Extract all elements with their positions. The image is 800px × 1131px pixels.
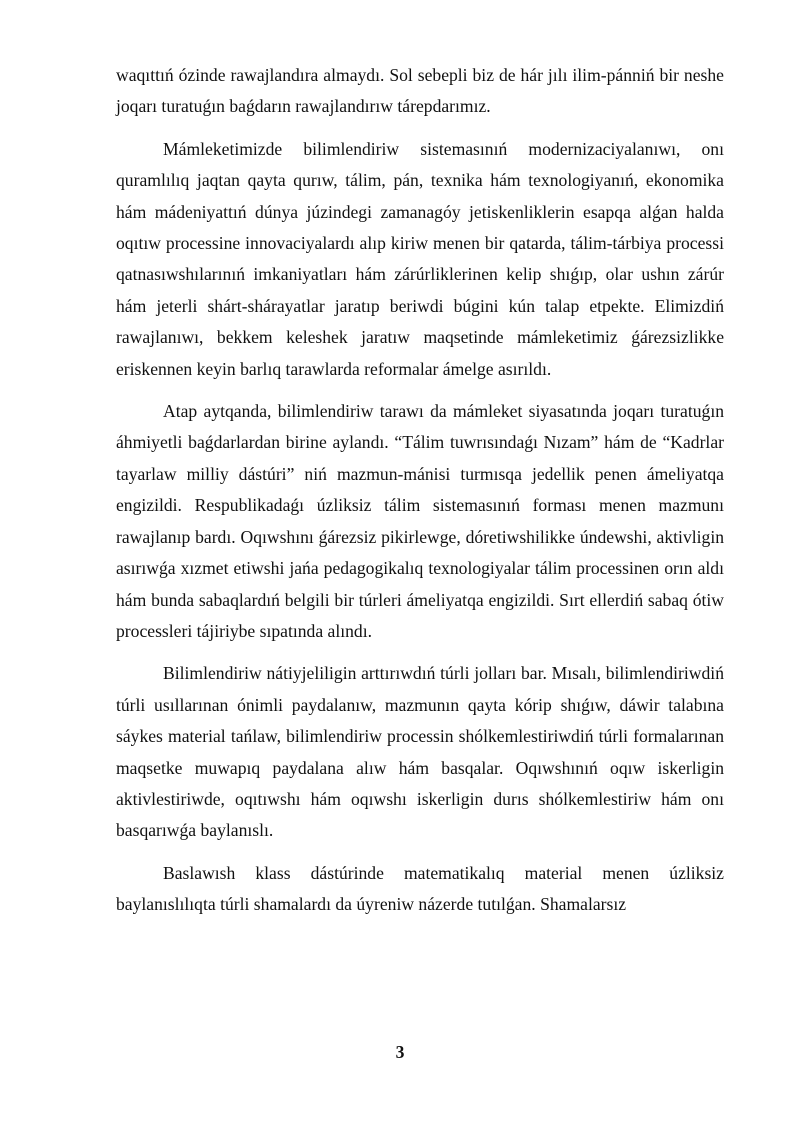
document-page (116, 60, 724, 921)
paragraph-education-effectiveness: Bilimlendiriw nátiyjeliligin arttırıwdıń túrli jolları bar. Mısalı, bilimlendiriwdiń túrli usıllarınan ónimli paydalanıw, mazmunın qayta kórip shıǵıw, dáwir talabına sáykes material tańlaw, bilimlendiriw processin shólkemlestiriwdiń túrli formalarınan maqsetke muwapıq paydalana alıw hám basqalar. Oqıwshınıń oqıw iskerligin aktivlestiriwde, oqıtıwshı hám oqıwshı iskerligin durıs shólkemlestiriw hám onı basqarıwǵa baylanıslı. (116, 663, 724, 841)
paragraph-primary-math: Baslawısh klass dástúrinde matematikalıq material menen úzliksiz baylanıslılıqta túrli shamalardı da úyreniw názerde tutılǵan. Shamalarsız (116, 862, 724, 915)
paragraph-education-policy: Atap aytqanda, bilimlendiriw tarawı da mámleket siyasatında joqarı turatuǵın áhmiyetli baǵdarlardan birine aylandı. “Tálim tuwrısındaǵı Nızam” hám de “Kadrlar tayarlaw milliy dástúri” niń mazmun-mánisi turmısqa jedellik penen ámeliyatqa engizildi. Respublikadaǵı úzliksiz tálim sistemasınıń forması menen mazmunı rawajlanıp bardı. Oqıwshını ǵárezsiz pikirlewge, dóretiwshilikke úndewshi, aktivligin asırıwǵa xızmet etiwshi jańa pedagogikalıq texnologiyalar tálim processinen orın aldı hám bunda sabaqlardıń belgili bir túrleri ámeliyatqa engizildi. Sırt ellerdiń sabaq ótiw processleri tájiriybe sıpatında alındı. (116, 401, 724, 641)
paragraph-continuation: waqıttıń ózinde rawajlandıra almaydı. Sol sebepli biz de hár jılı ilim-pánniń bir neshe joqarı turatuǵın baǵdarın rawajlandırıw tárepdarımız. (116, 65, 724, 117)
page-number: 3 (395, 1042, 405, 1062)
paragraph-education-modernization: Mámleketimizde bilimlendiriw sistemasınıń modernizaciyalanıwı, onı quramlılıq jaqtan qayta qurıw, tálim, pán, texnika hám texnologiyanıń, ekonomika hám mádeniyattıń dúnya júzindegi zamanagóy jetiskenliklerin esapqa alǵan halda oqıtıw processine innovaciyalardı alıp kiriw menen bir qatarda, tálim-tárbiya processi qatnasıwshılarınıń imkaniyatları hám zárúrliklerinen kelip shıǵıp, olar ushın zárúr hám jeterli shárt-shárayatlar jaratıp beriwdi búgini kún talap etpekte. Elimizdiń rawajlanıwı, bekkem keleshek jaratıw maqsetinde mámleketimiz ǵárezsizlikke eriskennen keyin barlıq tarawlarda reformalar ámelge asırıldı. (116, 138, 724, 379)
